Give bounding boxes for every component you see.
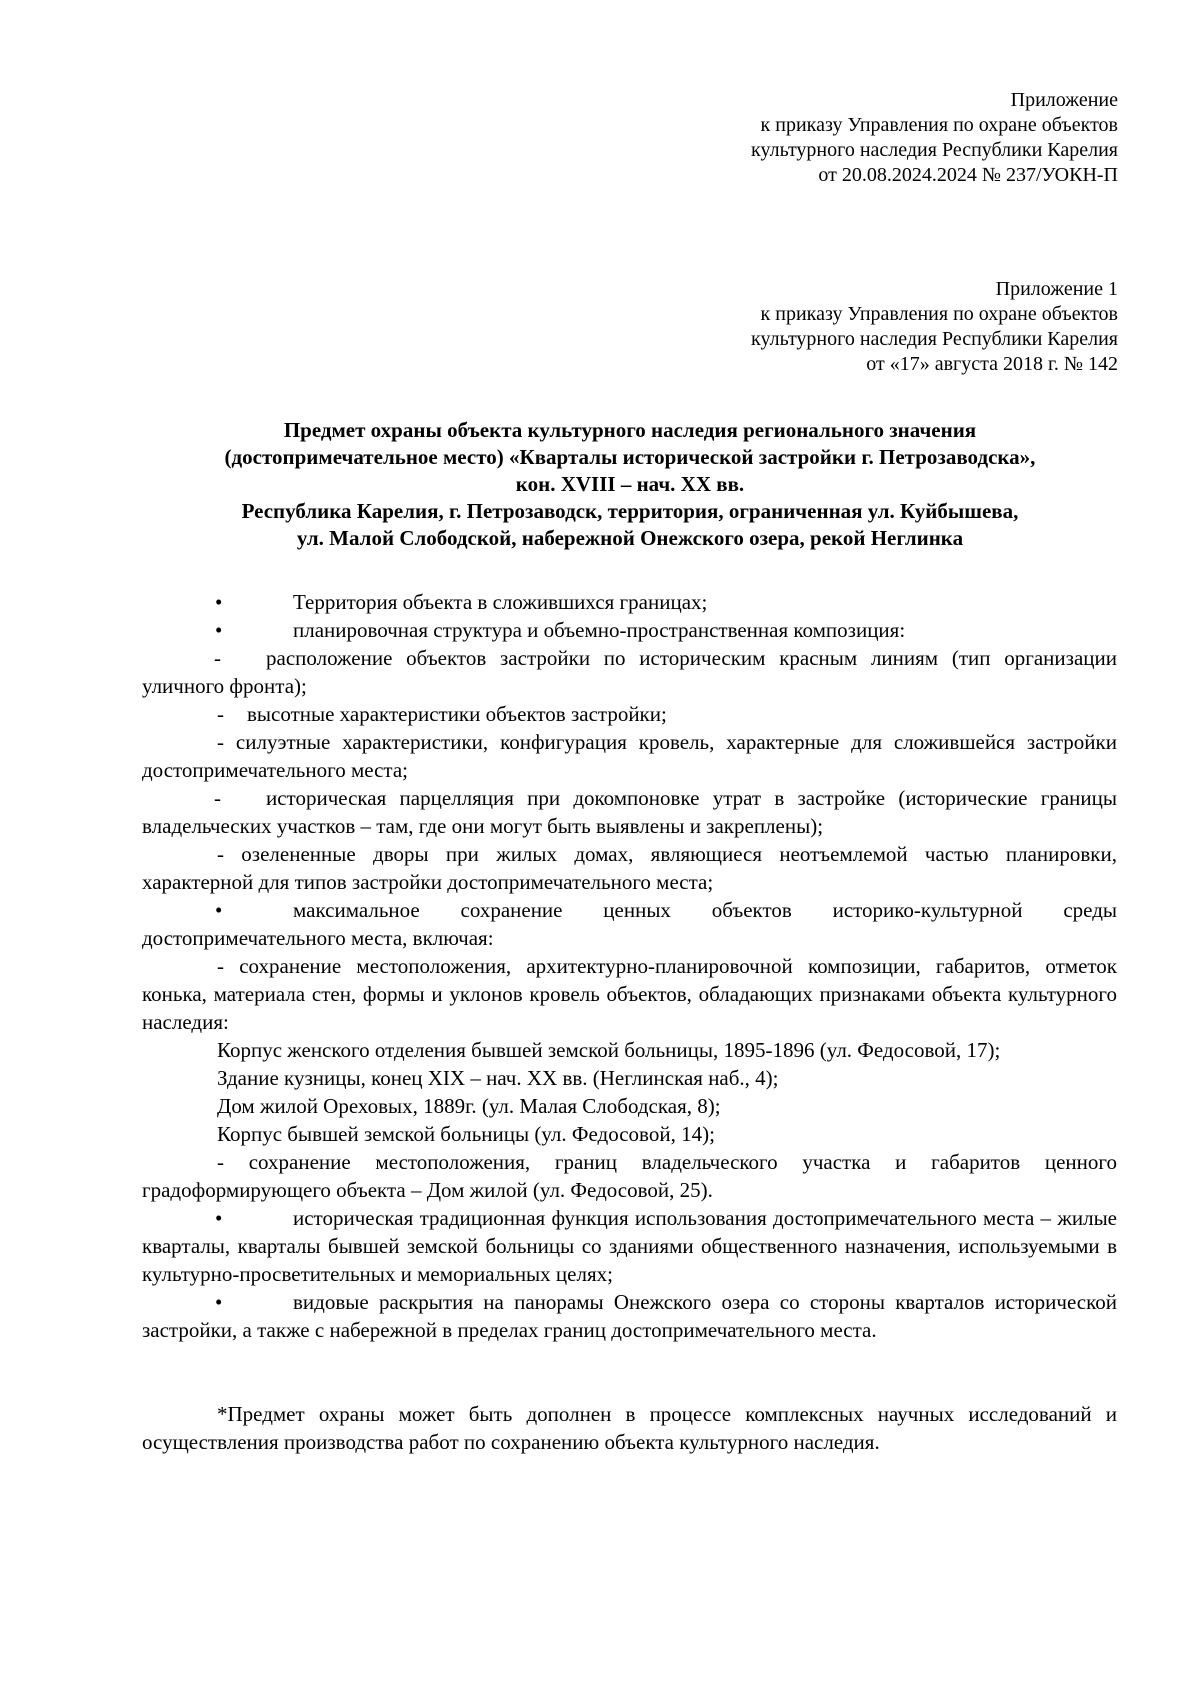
appendix-line: культурного наследия Республики Карелия [751, 328, 1118, 350]
appendix-line: культурного наследия Республики Карелия [751, 139, 1118, 161]
document-title [140, 417, 1120, 552]
title-line: Предмет охраны объекта культурного наследия регионального значения [283, 418, 977, 442]
item-text: Территория объекта в сложившихся границах; [293, 590, 708, 614]
item-text: историческая парцелляция при докомпоновке утрат в застройке (исторические границы владельческих участков – там, где они могут быть выявлены и закреплены); [142, 786, 1117, 838]
list-item [142, 1288, 1117, 1344]
footnote: *Предмет охраны может быть дополнен в процессе комплексных научных исследований и осуществления производства работ по сохранению объекта культурного наследия. [142, 1402, 1117, 1454]
bullet-marker: • [215, 1290, 223, 1314]
protection-subject-list [142, 588, 1117, 1456]
list-item [142, 588, 1117, 616]
item-text: расположение объектов застройки по историческим красным линиям (тип организации уличного фронта); [142, 646, 1117, 698]
dash-marker: - [214, 646, 221, 670]
appendix-line: от «17» августа 2018 г. № 142 [866, 353, 1118, 375]
list-item [142, 700, 1117, 728]
list-item [142, 784, 1117, 840]
bullet-marker: • [215, 618, 223, 642]
heritage-object-item: Корпус бывшей земской больницы (ул. Федосовой, 14); [217, 1122, 715, 1146]
list-item [142, 1204, 1117, 1288]
list-item: - сохранение местоположения, архитектурно-планировочной композиции, габаритов, отметок конька, материала стен, формы и уклонов кровель объектов, обладающих признаками объекта культурного наследия: [142, 954, 1117, 1034]
title-line: кон. XVIII – нач. XX вв. [515, 472, 745, 496]
appendix-header-current [751, 88, 1118, 188]
appendix-line: от 20.08.2024.2024 № 237/УОКН-П [818, 164, 1118, 186]
list-item [142, 616, 1117, 644]
dash-marker: - [214, 786, 221, 810]
heritage-object-item: Здание кузницы, конец XIX – нач. XX вв. (Неглинская наб., 4); [217, 1066, 779, 1090]
item-text: максимальное сохранение ценных объектов историко-культурной среды достопримечательного места, включая: [142, 898, 1117, 950]
item-text: видовые раскрытия на панорамы Онежского озера со стороны кварталов исторической застройки, а также с набережной в пределах границ достопримечательного места. [142, 1290, 1117, 1342]
list-item [142, 644, 1117, 700]
title-line: Республика Карелия, г. Петрозаводск, территория, ограниченная ул. Куйбышева, [241, 499, 1019, 523]
bullet-marker: • [215, 898, 223, 922]
appendix-line: к приказу Управления по охране объектов [760, 303, 1118, 325]
heritage-object-item: Корпус женского отделения бывшей земской больницы, 1895-1896 (ул. Федосовой, 17); [217, 1038, 1001, 1062]
title-line: (достопримечательное место) «Кварталы исторической застройки г. Петрозаводска», [224, 445, 1036, 469]
item-text: высотные характеристики объектов застройки; [247, 702, 667, 726]
dash-marker: - [217, 702, 224, 726]
appendix-line: Приложение [1010, 89, 1118, 111]
list-item [142, 896, 1117, 952]
item-text: историческая традиционная функция использования достопримечательного места – жилые кварталы, кварталы бывшей земской больницы со зданиями общественного назначения, используемыми в культурно-просветительных и мемориальных целях; [142, 1206, 1117, 1286]
bullet-marker: • [215, 590, 223, 614]
bullet-marker: • [215, 1206, 223, 1230]
appendix-line: к приказу Управления по охране объектов [760, 114, 1118, 136]
appendix-header-original [751, 277, 1118, 377]
list-item: - сохранение местоположения, границ владельческого участка и габаритов ценного градоформирующего объекта – Дом жилой (ул. Федосовой, 25). [142, 1150, 1117, 1202]
heritage-object-item: Дом жилой Ореховых, 1889г. (ул. Малая Слободская, 8); [217, 1094, 721, 1118]
list-item: - силуэтные характеристики, конфигурация кровель, характерные для сложившейся застройки достопримечательного места; [142, 730, 1117, 782]
title-line: ул. Малой Слободской, набережной Онежского озера, рекой Неглинка [296, 526, 964, 550]
item-text: планировочная структура и объемно-пространственная композиция: [293, 618, 906, 642]
list-item: - озелененные дворы при жилых домах, являющиеся неотъемлемой частью планировки, характерной для типов застройки достопримечательного места; [142, 842, 1117, 894]
appendix-line: Приложение 1 [995, 278, 1118, 300]
spacer [142, 1344, 1117, 1400]
